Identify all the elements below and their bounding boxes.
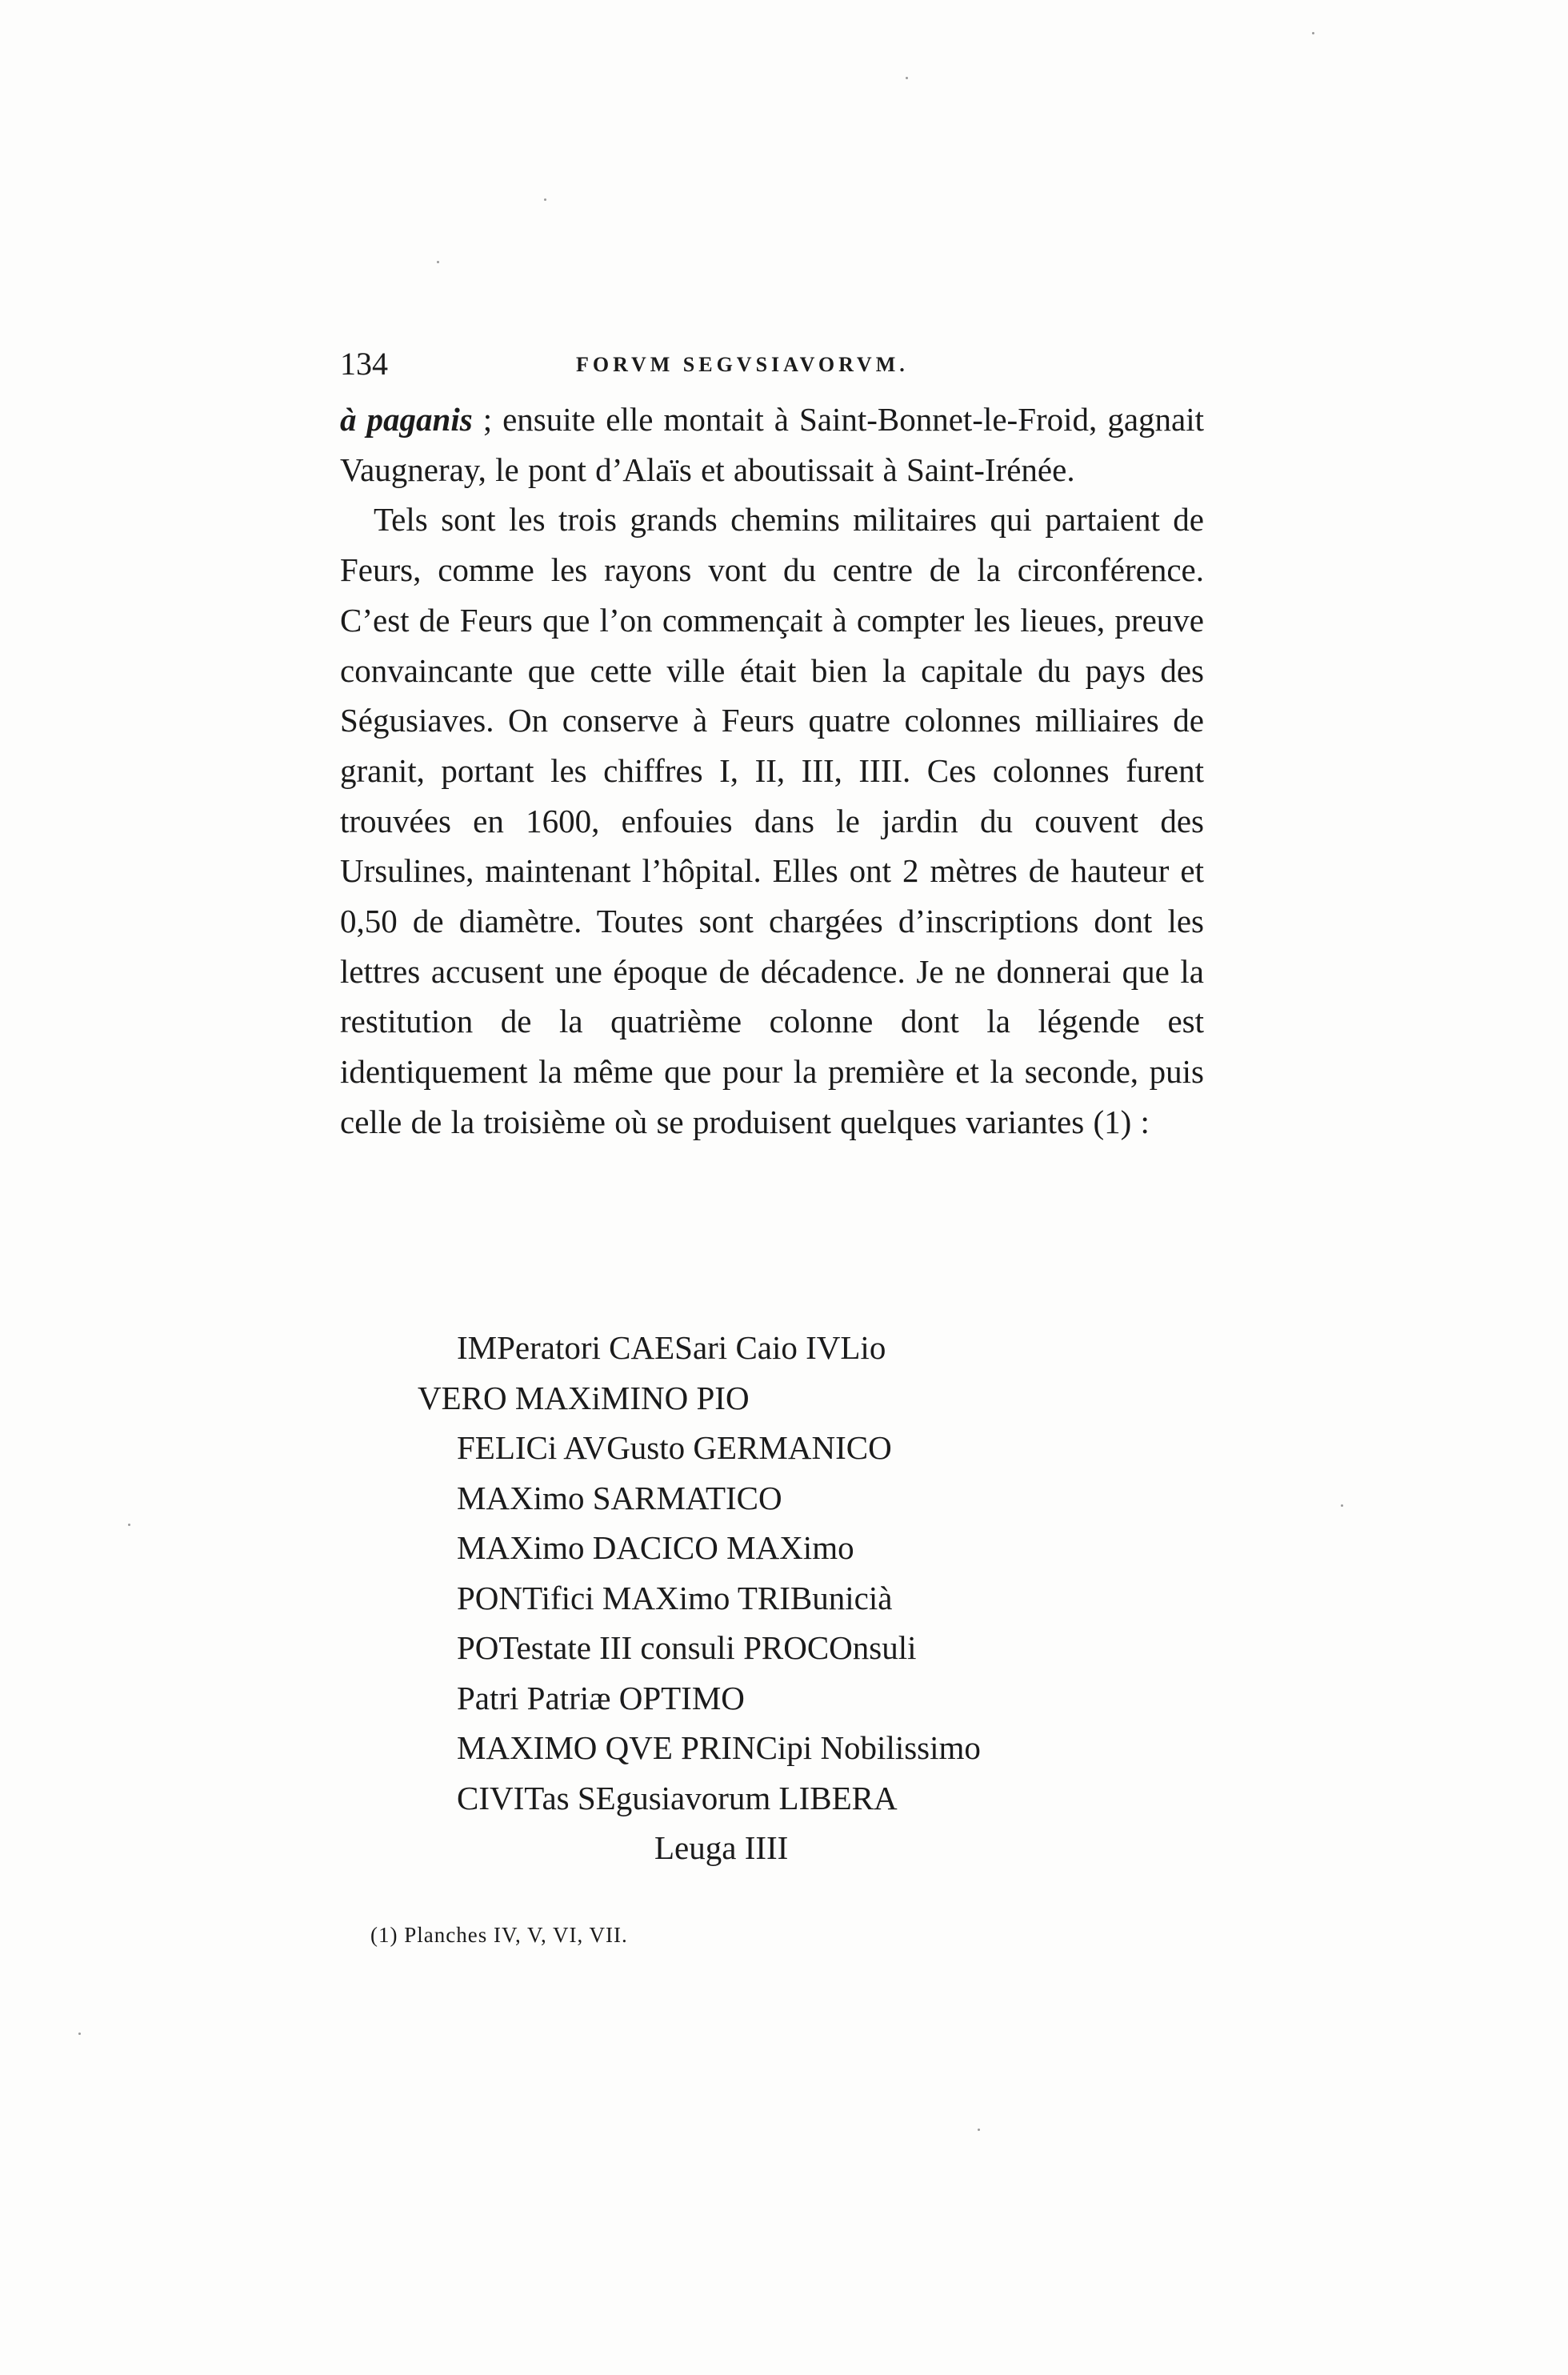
paper-speck [978,2129,980,2131]
running-title: FORVM SEGVSIAVORVM. [576,353,909,376]
inscription-text: FELICi AVGusto GERMANICO [457,1429,892,1466]
paragraph-main: Tels sont les trois grands chemins militaires qui partaient de Feurs, comme les rayons vont du centre de la circonférence. C’est de Feurs que l’on commençait à compter les lieues, preuve convaincante que cette ville était bien la capitale du pays des Ségusiaves. On conserve à Feurs quatre colonnes milliaires de granit, portant les chiffres I, II, III, IIII. Ces colonnes furent trouvées en 1600, enfouies dans le jardin du couvent des Ursulines, maintenant l’hôpital. Elles ont 2 mètres de hauteur et 0,50 de diamètre. Toutes sont chargées d’inscriptions dont les lettres accusent une époque de décadence. Je ne donnerai que la restitution de la quatrième colonne dont la légende est identiquement la même que pour la première et la seconde, puis celle de la troisième où se produisent quelques variantes (1) : [340,501,1204,1140]
inscription-line [0,1323,1568,1373]
inscription-text: MAXimo SARMATICO [457,1479,782,1516]
paragraph-continuation-text: ; ensuite elle montait à Saint-Bonnet-le-Froid, gagnait Vaugneray, le pont d’Alaïs et aboutissait à Saint-Irénée. [340,401,1204,488]
inscription-line [0,1423,1568,1473]
inscription-line [0,1823,1568,1873]
inscription-text: VERO MAXiMINO PIO [418,1379,750,1416]
inscription-line [0,1623,1568,1673]
inscription-text: Leuga IIII [654,1829,789,1866]
inscription-text: CIVITas SEgusiavorum LIBERA [457,1779,898,1816]
paper-speck [906,77,908,79]
paragraph-continuation [340,394,1204,495]
body-text [340,394,1204,1147]
inscription-line [0,1373,1568,1424]
paper-speck [437,261,439,263]
paper-speck [1312,32,1314,34]
footnote: (1) Planches IV, V, VI, VII. [370,1923,628,1947]
paper-speck [78,2033,81,2035]
page-number: 134 [340,346,388,382]
running-head [340,344,1204,392]
italic-phrase: à paganis [340,401,473,438]
paper-speck [128,1524,130,1526]
inscription-line [0,1723,1568,1773]
inscription-text: Patri Patriæ OPTIMO [457,1679,745,1716]
inscription-line [0,1773,1568,1824]
inscription-text: PONTifici MAXimo TRIBunicià [457,1579,893,1616]
paper-speck [1341,1504,1343,1507]
inscription-line [0,1673,1568,1724]
inscription-text: MAXimo DACICO MAXimo [457,1529,854,1566]
inscription-text: MAXIMO QVE PRINCipi Nobilissimo [457,1729,981,1766]
inscription-line [0,1473,1568,1524]
inscription-block [0,1323,1568,1873]
inscription-text: IMPeratori CAESari Caio IVLio [457,1329,886,1366]
paper-speck [544,198,546,201]
inscription-line [0,1573,1568,1624]
inscription-text: POTestate III consuli PROCOnsuli [457,1629,917,1666]
inscription-line [0,1523,1568,1573]
